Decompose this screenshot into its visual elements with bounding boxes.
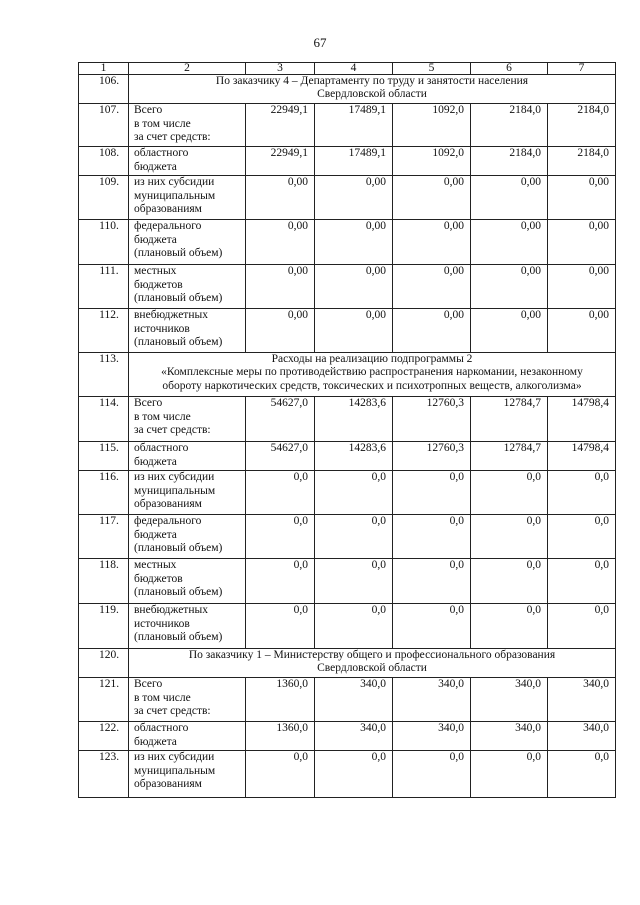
row-number: 122.	[79, 722, 129, 751]
table-row	[79, 104, 616, 147]
value-cell: 14798,4	[548, 442, 616, 471]
table-row	[79, 147, 616, 176]
table-row	[79, 604, 616, 649]
table-row	[79, 751, 616, 798]
value-cell: 2184,0	[548, 104, 616, 147]
value-cell: 340,0	[393, 722, 471, 751]
section-heading: По заказчику 1 – Министерству общего и профессионального образования Свердловской области	[129, 649, 616, 678]
header-cell: 3	[246, 63, 315, 75]
value-cell: 0,00	[471, 265, 548, 309]
section-heading: Расходы на реализацию подпрограммы 2 «Комплексные меры по противодействию распространения наркомании, незаконному обороту наркотических средств, токсических и психотропных веществ, алкоголизма»	[129, 353, 616, 397]
value-cell: 340,0	[315, 678, 393, 722]
table-row	[79, 353, 616, 397]
header-cell: 5	[393, 63, 471, 75]
value-cell: 0,0	[315, 559, 393, 604]
value-cell: 0,00	[315, 265, 393, 309]
row-number: 112.	[79, 309, 129, 353]
value-cell: 0,00	[548, 176, 616, 220]
value-cell: 0,0	[471, 471, 548, 515]
value-cell: 0,00	[246, 220, 315, 265]
value-cell: 0,0	[548, 515, 616, 559]
budget-table	[78, 62, 616, 798]
value-cell: 0,0	[315, 471, 393, 515]
section-heading: По заказчику 4 – Департаменту по труду и занятости населения Свердловской области	[129, 75, 616, 104]
value-cell: 12784,7	[471, 442, 548, 471]
table-row	[79, 649, 616, 678]
row-label: Всего в том числе за счет средств:	[129, 104, 246, 147]
value-cell: 0,00	[471, 220, 548, 265]
value-cell: 340,0	[471, 722, 548, 751]
value-cell: 17489,1	[315, 147, 393, 176]
table-row	[79, 176, 616, 220]
value-cell: 340,0	[548, 678, 616, 722]
header-cell: 2	[129, 63, 246, 75]
row-label: местных бюджетов (плановый объем)	[129, 265, 246, 309]
value-cell: 1360,0	[246, 678, 315, 722]
value-cell: 0,00	[393, 220, 471, 265]
value-cell: 12760,3	[393, 442, 471, 471]
table-row	[79, 220, 616, 265]
row-number: 123.	[79, 751, 129, 798]
row-label: из них субсидии муниципальным образованиям	[129, 751, 246, 798]
value-cell: 0,00	[548, 309, 616, 353]
value-cell: 0,0	[471, 751, 548, 798]
value-cell: 0,00	[471, 309, 548, 353]
row-label: федерального бюджета (плановый объем)	[129, 220, 246, 265]
row-number: 111.	[79, 265, 129, 309]
value-cell: 0,0	[315, 604, 393, 649]
value-cell: 0,0	[548, 604, 616, 649]
row-number: 114.	[79, 397, 129, 442]
value-cell: 22949,1	[246, 147, 315, 176]
row-number: 110.	[79, 220, 129, 265]
value-cell: 12784,7	[471, 397, 548, 442]
value-cell: 54627,0	[246, 442, 315, 471]
value-cell: 1092,0	[393, 104, 471, 147]
value-cell: 0,00	[548, 265, 616, 309]
value-cell: 0,00	[315, 176, 393, 220]
row-number: 115.	[79, 442, 129, 471]
value-cell: 0,0	[548, 751, 616, 798]
row-label: внебюджетных источников (плановый объем)	[129, 604, 246, 649]
value-cell: 0,00	[315, 309, 393, 353]
row-label: местных бюджетов (плановый объем)	[129, 559, 246, 604]
row-number: 106.	[79, 75, 129, 104]
header-cell: 1	[79, 63, 129, 75]
row-label: из них субсидии муниципальным образованиям	[129, 176, 246, 220]
table-body	[79, 63, 616, 798]
header-row	[79, 63, 616, 75]
value-cell: 0,0	[315, 515, 393, 559]
row-number: 113.	[79, 353, 129, 397]
value-cell: 0,0	[393, 751, 471, 798]
value-cell: 0,0	[548, 471, 616, 515]
value-cell: 14283,6	[315, 397, 393, 442]
value-cell: 0,0	[246, 515, 315, 559]
row-label: Всего в том числе за счет средств:	[129, 397, 246, 442]
row-number: 109.	[79, 176, 129, 220]
value-cell: 0,0	[471, 604, 548, 649]
value-cell: 2184,0	[471, 147, 548, 176]
table-row	[79, 265, 616, 309]
value-cell: 0,0	[246, 604, 315, 649]
value-cell: 2184,0	[548, 147, 616, 176]
table-row	[79, 442, 616, 471]
value-cell: 12760,3	[393, 397, 471, 442]
value-cell: 0,00	[246, 309, 315, 353]
row-label: областного бюджета	[129, 442, 246, 471]
value-cell: 0,0	[393, 471, 471, 515]
row-number: 118.	[79, 559, 129, 604]
value-cell: 0,00	[393, 309, 471, 353]
value-cell: 340,0	[548, 722, 616, 751]
value-cell: 54627,0	[246, 397, 315, 442]
table-row	[79, 515, 616, 559]
row-label: внебюджетных источников (плановый объем)	[129, 309, 246, 353]
row-number: 107.	[79, 104, 129, 147]
header-cell: 7	[548, 63, 616, 75]
table-row	[79, 471, 616, 515]
value-cell: 14283,6	[315, 442, 393, 471]
value-cell: 0,00	[246, 265, 315, 309]
header-cell: 4	[315, 63, 393, 75]
table-row	[79, 397, 616, 442]
value-cell: 0,0	[548, 559, 616, 604]
row-label: областного бюджета	[129, 722, 246, 751]
table-row	[79, 309, 616, 353]
table-row	[79, 75, 616, 104]
row-number: 120.	[79, 649, 129, 678]
page-number: 67	[313, 35, 327, 50]
value-cell: 0,00	[393, 176, 471, 220]
value-cell: 0,0	[246, 471, 315, 515]
value-cell: 0,0	[471, 515, 548, 559]
row-number: 119.	[79, 604, 129, 649]
value-cell: 0,0	[315, 751, 393, 798]
value-cell: 0,00	[246, 176, 315, 220]
value-cell: 0,00	[315, 220, 393, 265]
row-label: областного бюджета	[129, 147, 246, 176]
value-cell: 22949,1	[246, 104, 315, 147]
value-cell: 0,00	[471, 176, 548, 220]
row-number: 117.	[79, 515, 129, 559]
row-label: федерального бюджета (плановый объем)	[129, 515, 246, 559]
value-cell: 0,0	[246, 751, 315, 798]
table-row	[79, 722, 616, 751]
value-cell: 340,0	[393, 678, 471, 722]
row-label: Всего в том числе за счет средств:	[129, 678, 246, 722]
value-cell: 0,00	[393, 265, 471, 309]
row-number: 121.	[79, 678, 129, 722]
value-cell: 1092,0	[393, 147, 471, 176]
value-cell: 340,0	[315, 722, 393, 751]
value-cell: 0,0	[471, 559, 548, 604]
value-cell: 0,0	[393, 515, 471, 559]
table-row	[79, 678, 616, 722]
row-number: 116.	[79, 471, 129, 515]
table-row	[79, 559, 616, 604]
value-cell: 14798,4	[548, 397, 616, 442]
value-cell: 0,0	[393, 604, 471, 649]
value-cell: 2184,0	[471, 104, 548, 147]
value-cell: 17489,1	[315, 104, 393, 147]
value-cell: 0,00	[548, 220, 616, 265]
header-cell: 6	[471, 63, 548, 75]
row-number: 108.	[79, 147, 129, 176]
value-cell: 0,0	[393, 559, 471, 604]
row-label: из них субсидии муниципальным образованиям	[129, 471, 246, 515]
value-cell: 0,0	[246, 559, 315, 604]
value-cell: 340,0	[471, 678, 548, 722]
value-cell: 1360,0	[246, 722, 315, 751]
